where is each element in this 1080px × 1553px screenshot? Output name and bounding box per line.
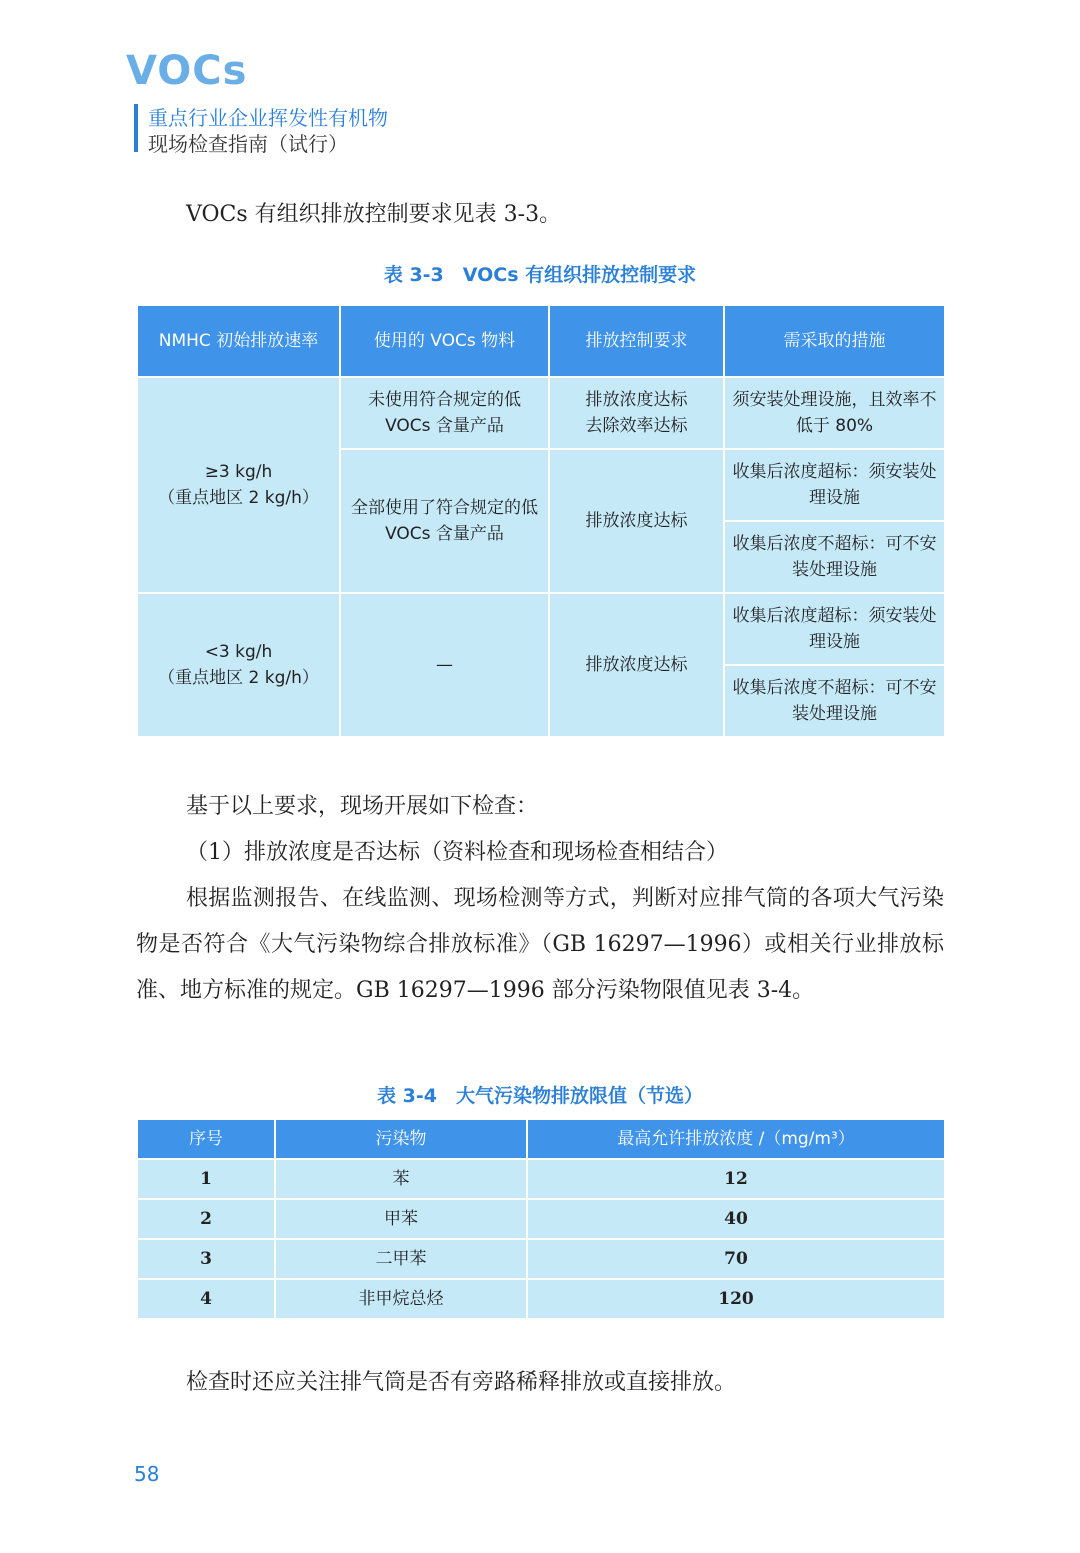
- rate-cell-high: [137, 377, 340, 593]
- requirement-cell: [549, 377, 724, 449]
- header-subtitle-1: 重点行业企业挥发性有机物: [148, 106, 388, 130]
- brand-title: VOCs: [126, 48, 248, 94]
- table-row: [137, 593, 945, 665]
- material-cell: 全部使用了符合规定的低 VOCs 含量产品: [340, 449, 549, 593]
- intro-paragraph: VOCs 有组织排放控制要求见表 3-3。: [186, 202, 562, 227]
- measure-cell: 须安装处理设施，且效率不低于 80%: [724, 377, 945, 449]
- pollutant-cell: 二甲苯: [275, 1239, 527, 1279]
- serial-cell: 3: [137, 1239, 275, 1279]
- pollutant-cell: 甲苯: [275, 1199, 527, 1239]
- table-row: [137, 1199, 945, 1239]
- material-cell: 未使用符合规定的低 VOCs 含量产品: [340, 377, 549, 449]
- pollutant-cell: 苯: [275, 1159, 527, 1199]
- limit-cell: 120: [527, 1279, 945, 1319]
- header-subtitle-2: 现场检查指南（试行）: [148, 132, 348, 156]
- rate-note: （重点地区 2 kg/h）: [158, 488, 319, 508]
- table-3-4: [136, 1118, 946, 1320]
- table-3-3-header-row: [137, 305, 945, 377]
- serial-cell: 2: [137, 1199, 275, 1239]
- serial-cell: 4: [137, 1279, 275, 1319]
- serial-cell: 1: [137, 1159, 275, 1199]
- measure-cell: 收集后浓度不超标：可不安装处理设施: [724, 665, 945, 737]
- header-nmhc-rate: NMHC 初始排放速率: [137, 305, 340, 377]
- table-row: [137, 1239, 945, 1279]
- paragraph-2: （1）排放浓度是否达标（资料检查和现场检查相结合）: [186, 840, 728, 865]
- rate-note: （重点地区 2 kg/h）: [158, 668, 319, 688]
- material-cell: —: [340, 593, 549, 737]
- paragraph-3: 根据监测报告、在线监测、现场检测等方式，判断对应排气筒的各项大气污染物是否符合《大气污染物综合排放标准》（GB 16297—1996）或相关行业排放标准、地方标准的规定。GB 16297—1996 部分污染物限值见表 3-4。: [136, 886, 944, 1003]
- table-3-4-header-row: [137, 1119, 945, 1159]
- header-measure: 需采取的措施: [724, 305, 945, 377]
- requirement-cell: 排放浓度达标: [549, 449, 724, 593]
- header-accent-bar: [134, 104, 138, 152]
- measure-cell: 收集后浓度超标：须安装处理设施: [724, 593, 945, 665]
- table-row: [137, 1159, 945, 1199]
- pollutant-cell: 非甲烷总烃: [275, 1279, 527, 1319]
- rate-value: <3 kg/h: [204, 642, 273, 662]
- requirement-cell: 排放浓度达标: [549, 593, 724, 737]
- measure-cell: 收集后浓度超标：须安装处理设施: [724, 449, 945, 521]
- requirement-line: 排放浓度达标: [585, 390, 688, 410]
- header-limit: 最高允许排放浓度 /（mg/m³）: [527, 1119, 945, 1159]
- page-number: 58: [134, 1462, 160, 1486]
- requirement-line: 去除效率达标: [585, 416, 688, 436]
- limit-cell: 12: [527, 1159, 945, 1199]
- header-serial: 序号: [137, 1119, 275, 1159]
- rate-cell-low: [137, 593, 340, 737]
- table-row: [137, 377, 945, 449]
- table-3-3: [136, 304, 946, 738]
- table-row: [137, 1279, 945, 1319]
- rate-value: ≥3 kg/h: [204, 462, 273, 482]
- measure-cell: 收集后浓度不超标：可不安装处理设施: [724, 521, 945, 593]
- header-requirement: 排放控制要求: [549, 305, 724, 377]
- table-3-3-caption: 表 3-3 VOCs 有组织排放控制要求: [383, 264, 697, 286]
- header-pollutant: 污染物: [275, 1119, 527, 1159]
- limit-cell: 40: [527, 1199, 945, 1239]
- header-material: 使用的 VOCs 物料: [340, 305, 549, 377]
- paragraph-1: 基于以上要求，现场开展如下检查：: [186, 794, 539, 819]
- table-3-4-caption: 表 3-4 大气污染物排放限值（节选）: [377, 1085, 703, 1107]
- limit-cell: 70: [527, 1239, 945, 1279]
- paragraph-4: 检查时还应关注排气筒是否有旁路稀释排放或直接排放。: [186, 1370, 737, 1395]
